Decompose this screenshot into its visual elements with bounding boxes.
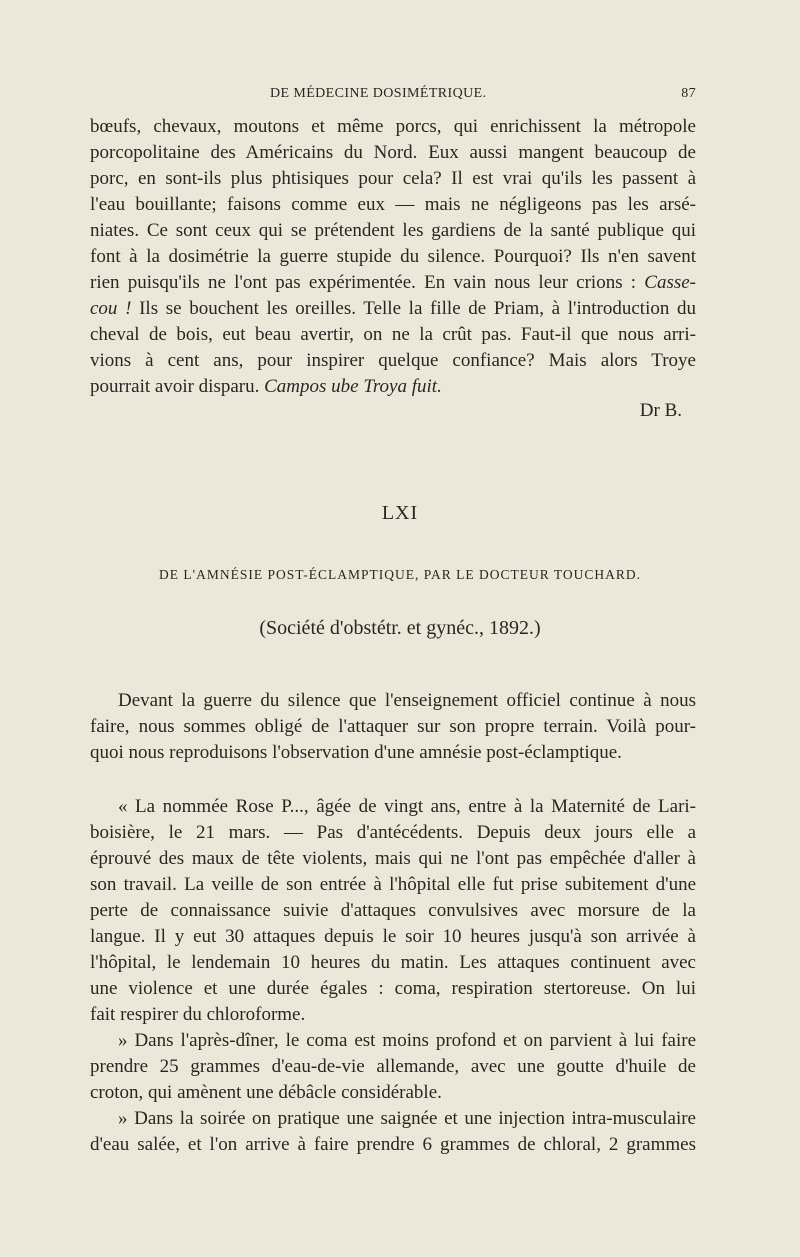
section-source: (Société d'obstétr. et gynéc., 1892.) — [259, 617, 541, 639]
text-line: d'eau salée, et l'on arrive à faire prendre 6 grammes de chloral, 2 grammes — [90, 1134, 696, 1155]
text-line: porcopolitaine des Américains du Nord. Eux aussi mangent beaucoup de — [90, 142, 696, 163]
text-line: fait respirer du chloroforme. — [90, 1004, 306, 1025]
text-line: « La nommée Rose P..., âgée de vingt ans, entre à la Maternité de Lari- — [118, 796, 696, 817]
text-line: vions à cent ans, pour inspirer quelque confiance? Mais alors Troye — [90, 350, 696, 371]
italic-segment: cou ! — [90, 298, 132, 319]
text-line-mixed — [90, 270, 696, 296]
text-segment: rien puisqu'ils ne l'ont pas expérimentée. En vain nous leur crions : — [90, 272, 637, 293]
italic-segment: Casse- — [644, 272, 696, 293]
text-line: son travail. La veille de son entrée à l'hôpital elle fut prise subitement d'une — [90, 874, 696, 895]
text-segment: Ils se bouchent les oreilles. Telle la fille de Priam, à l'introduction du — [139, 298, 697, 319]
text-line: cheval de bois, eut beau avertir, on ne la crût pas. Faut-il que nous arri- — [90, 324, 696, 345]
text-line: l'eau bouillante; faisons comme eux — mais ne négligeons pas les arsé- — [90, 194, 696, 215]
page-number: 87 — [681, 86, 696, 101]
text-line: niates. Ce sont ceux qui se prétendent les gardiens de la santé publique qui — [90, 220, 696, 241]
text-line-mixed — [90, 374, 696, 400]
text-line-mixed — [90, 296, 696, 322]
text-line: l'hôpital, le lendemain 10 heures du matin. Les attaques continuent avec — [90, 952, 696, 973]
text-line: » Dans la soirée on pratique une saignée et une injection intra-musculaire — [118, 1108, 696, 1129]
text-line: quoi nous reproduisons l'observation d'une amnésie post-éclamptique. — [90, 742, 622, 763]
latin-quote: Campos ube Troya fuit. — [264, 376, 442, 397]
text-line: bœufs, chevaux, moutons et même porcs, qui enrichissent la métropole — [90, 116, 696, 137]
text-line: Devant la guerre du silence que l'enseignement officiel continue à nous — [118, 690, 696, 711]
text-line: » Dans l'après-dîner, le coma est moins profond et on parvient à lui faire — [118, 1030, 696, 1051]
text-segment: pourrait avoir disparu. — [90, 376, 260, 397]
running-head-title: DE MÉDECINE DOSIMÉTRIQUE. — [270, 86, 487, 101]
text-line: boisière, le 21 mars. — Pas d'antécédents. Depuis deux jours elle a — [90, 822, 696, 843]
text-line: faire, nous sommes obligé de l'attaquer sur son propre terrain. Voilà pour- — [90, 716, 696, 737]
text-line: perte de connaissance suivie d'attaques convulsives avec morsure de la — [90, 900, 696, 921]
text-line: langue. Il y eut 30 attaques depuis le soir 10 heures jusqu'à son arrivée à — [90, 926, 696, 947]
text-line: font à la dosimétrie la guerre stupide du silence. Pourquoi? Ils n'en savent — [90, 246, 696, 267]
text-line: une violence et une durée égales : coma, respiration stertoreuse. On lui — [90, 978, 696, 999]
text-line: prendre 25 grammes d'eau-de-vie allemande, avec une goutte d'huile de — [90, 1056, 696, 1077]
text-line: éprouvé des maux de tête violents, mais qui ne l'ont pas empêchée d'aller à — [90, 848, 696, 869]
text-line: croton, qui amènent une débâcle considérable. — [90, 1082, 442, 1103]
signature: Dr B. — [639, 400, 682, 421]
text-line: porc, en sont-ils plus phtisiques pour cela? Il est vrai qu'ils les passent à — [90, 168, 696, 189]
section-title: DE L'AMNÉSIE POST-ÉCLAMPTIQUE, PAR LE DOCTEUR TOUCHARD. — [159, 567, 641, 582]
section-number: LXI — [381, 502, 419, 524]
